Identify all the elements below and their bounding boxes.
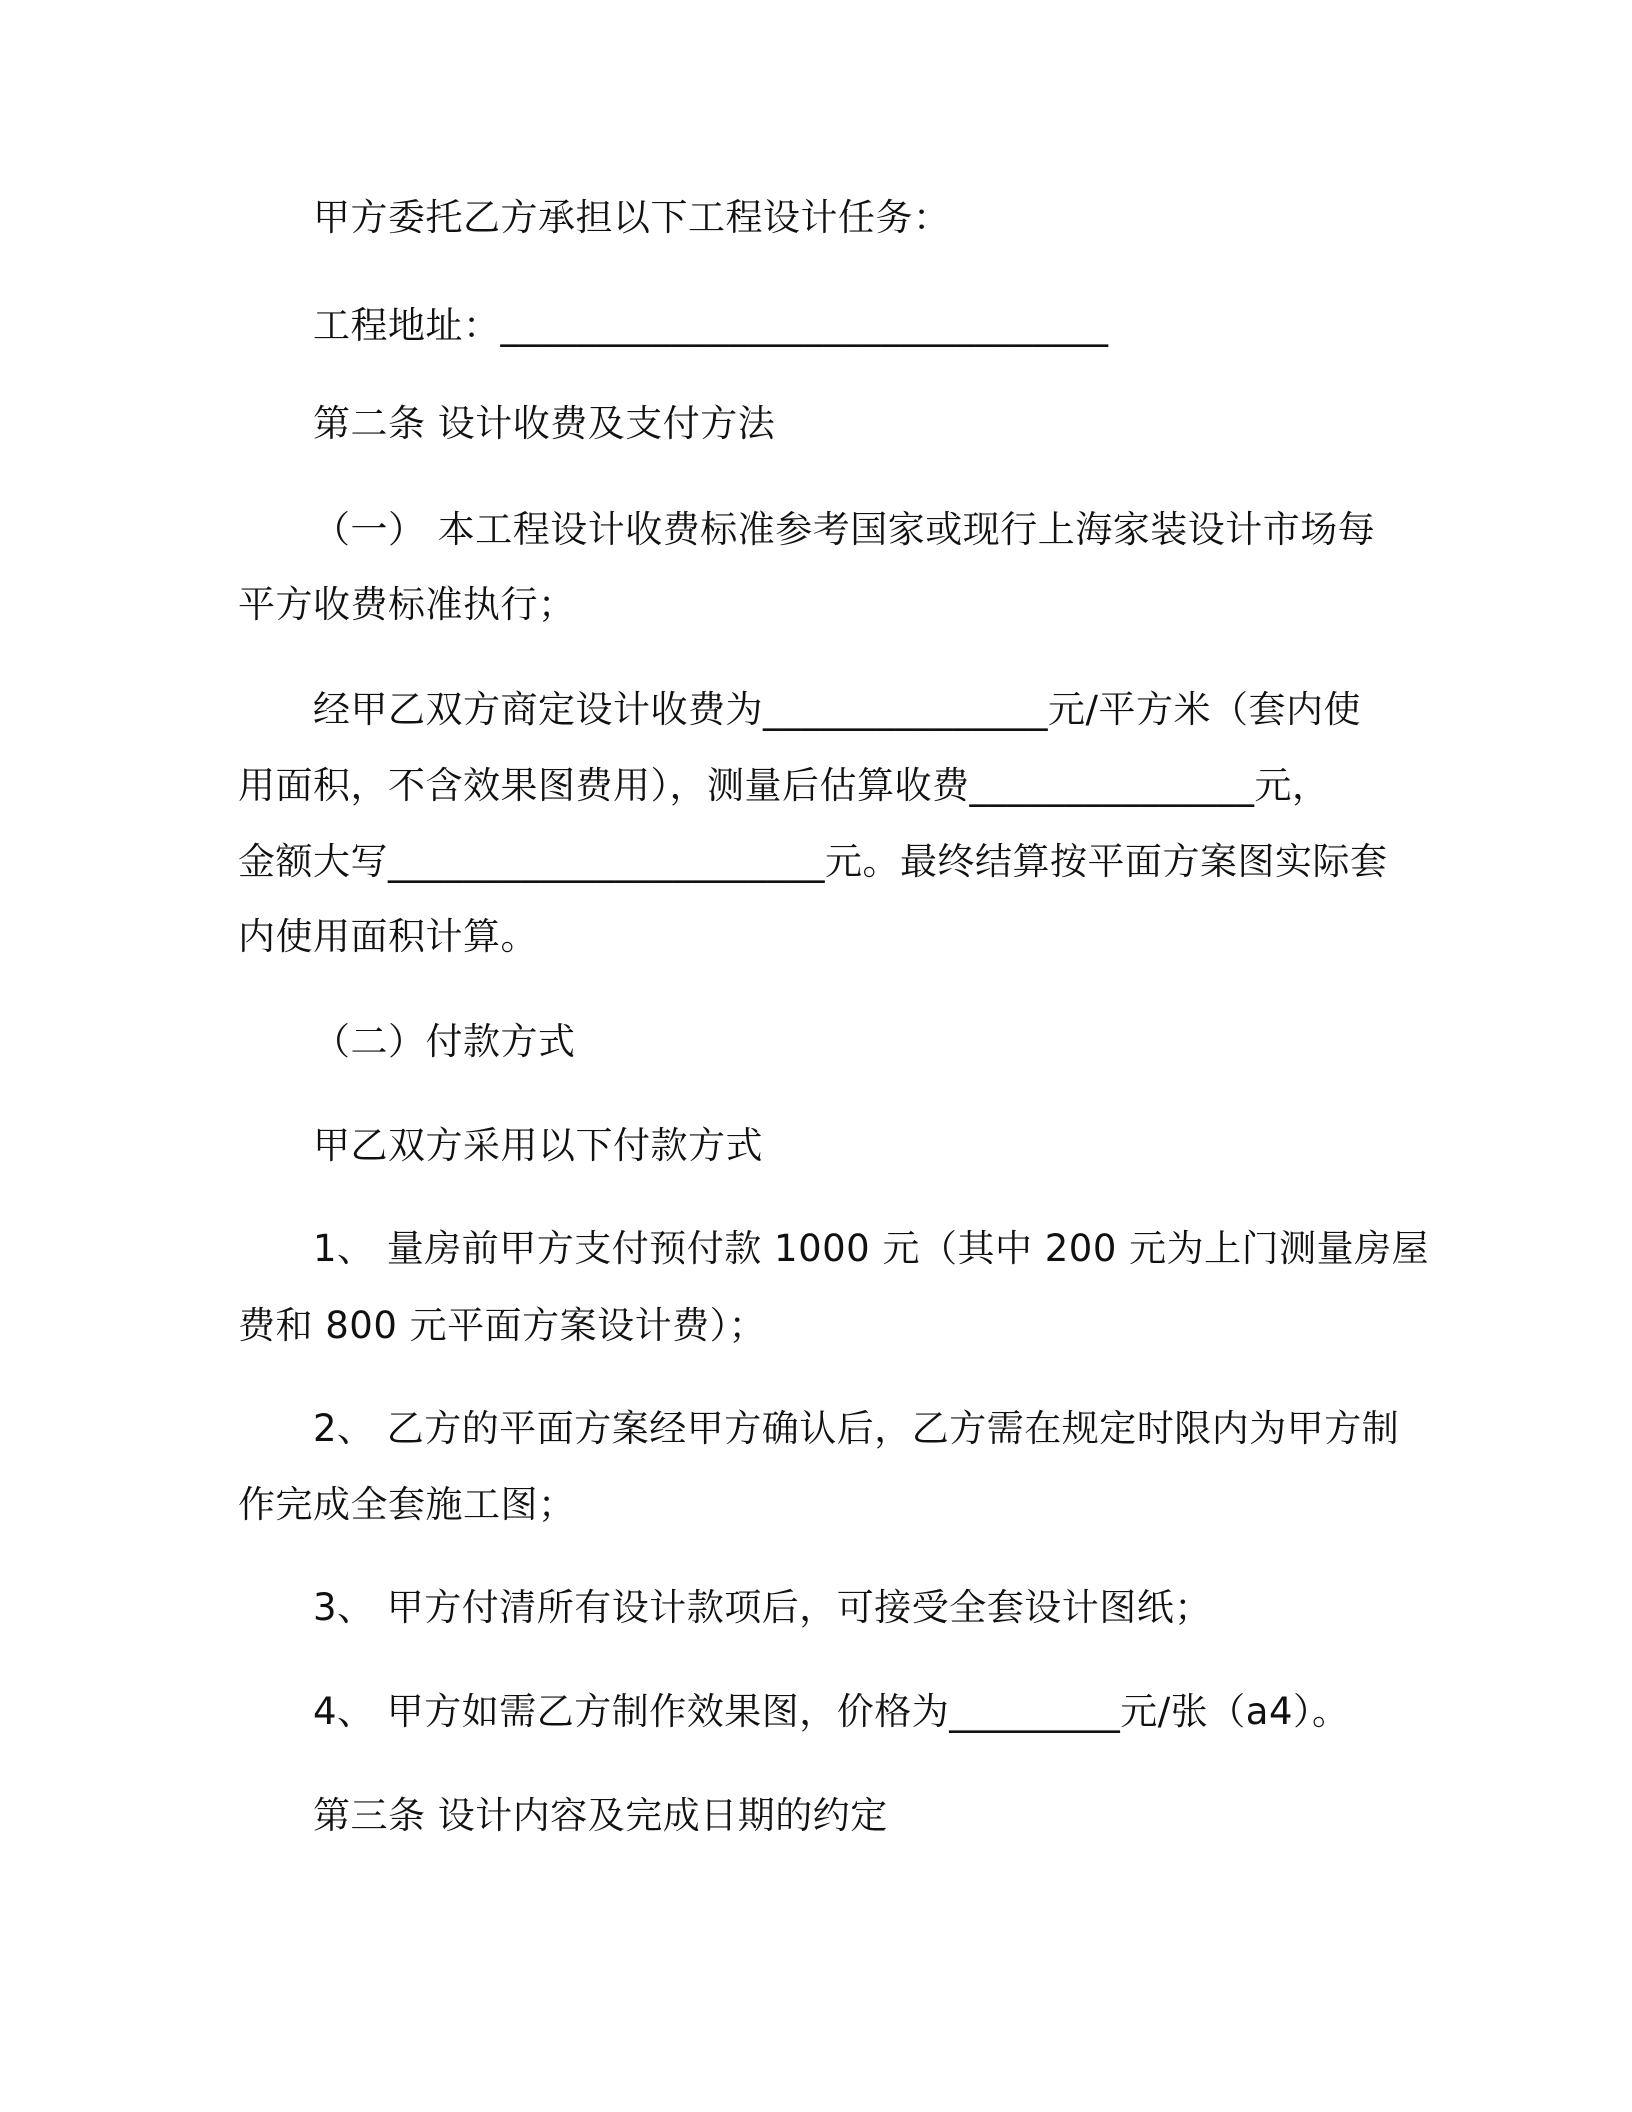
fee-agreed-line-3: 金额大写_______________________元。最终结算按平面方案图实际套: [238, 840, 1388, 883]
payment-item-1-line-1: 1、 量房前甲方支付预付款 1000 元（其中 200 元为上门测量房屋: [313, 1227, 1430, 1270]
payment-intro-paragraph: 甲乙双方采用以下付款方式: [313, 1124, 763, 1167]
payment-item-1-line-2: 费和 800 元平面方案设计费）；: [238, 1304, 767, 1347]
fee-agreed-line-4: 内使用面积计算。: [238, 915, 538, 958]
article-3-heading: 第三条 设计内容及完成日期的约定: [313, 1794, 888, 1837]
payment-item-3: 3、 甲方付清所有设计款项后，可接受全套设计图纸；: [313, 1586, 1212, 1629]
task-intro-paragraph: 甲方委托乙方承担以下工程设计任务：: [313, 196, 951, 239]
payment-item-4: 4、 甲方如需乙方制作效果图，价格为_________元/张（a4）。: [313, 1690, 1350, 1733]
fee-agreed-line-1: 经甲乙双方商定设计收费为_______________元/平方米（套内使: [313, 688, 1361, 731]
payment-item-2-line-2: 作完成全套施工图；: [238, 1483, 576, 1526]
address-field-line: 工程地址：________________________________: [313, 304, 1109, 347]
article-2-heading: 第二条 设计收费及支付方法: [313, 402, 776, 445]
payment-method-heading: （二）付款方式: [313, 1020, 576, 1063]
fee-agreed-line-2: 用面积，不含效果图费用），测量后估算收费_______________元，: [238, 764, 1330, 807]
payment-item-2-line-1: 2、 乙方的平面方案经甲方确认后，乙方需在规定时限内为甲方制: [313, 1407, 1400, 1450]
fee-standard-line-1: （一） 本工程设计收费标准参考国家或现行上海家装设计市场每: [313, 508, 1376, 551]
fee-standard-line-2: 平方收费标准执行；: [238, 583, 576, 626]
